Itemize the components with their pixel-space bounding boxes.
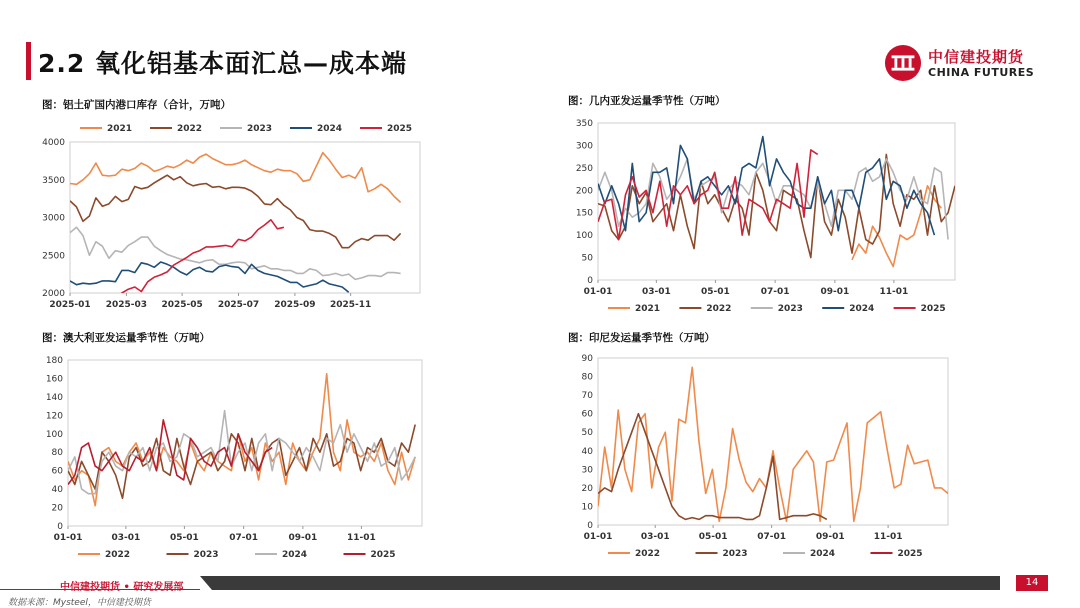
bauxite-legend-label-2023: 2023 (247, 124, 273, 134)
guinea-ytick-label: 150 (575, 208, 593, 219)
indonesia-ytick-label: 0 (587, 521, 593, 531)
australia-ytick-label: 100 (45, 429, 63, 440)
bauxite-xtick-label: 2025-11 (329, 300, 372, 310)
bauxite-xtick-label: 2025-01 (49, 300, 91, 310)
australia-legend-label-2023: 2023 (193, 550, 219, 560)
indonesia-legend-label-2023: 2023 (722, 549, 748, 559)
indonesia-ytick-label: 40 (581, 446, 593, 457)
australia-ytick-label: 140 (45, 392, 63, 403)
bauxite-xtick-label: 2025-05 (161, 300, 203, 310)
chart-title-bauxite: 图：铝土矿国内港口库存（合计，万吨） (42, 99, 231, 111)
indonesia-legend-label-2025: 2025 (897, 549, 923, 559)
chart-title-guinea: 图：几内亚发运量季节性（万吨） (568, 95, 726, 107)
guinea-ytick-label: 100 (575, 231, 593, 242)
australia-legend-label-2025: 2025 (370, 550, 396, 560)
guinea-legend-label-2022: 2022 (706, 304, 732, 314)
bauxite-xtick-label: 2025-03 (105, 300, 148, 310)
australia-xtick-label: 05-01 (170, 533, 199, 543)
chart-title-australia: 图：澳大利亚发运量季节性（万吨） (42, 332, 210, 344)
indonesia-ytick-label: 90 (581, 354, 593, 364)
indonesia-xtick-label: 01-01 (583, 532, 613, 542)
data-source: 数据来源：Mysteel，中信建投期货 (8, 598, 151, 608)
australia-ytick-label: 60 (51, 466, 63, 477)
australia-ytick-label: 40 (51, 485, 63, 496)
guinea-xtick-label: 11-01 (879, 287, 909, 297)
guinea-xtick-label: 03-01 (641, 287, 671, 297)
guinea-xtick-label: 05-01 (700, 287, 730, 297)
guinea-ytick-label: 50 (581, 253, 593, 264)
bauxite-xtick-label: 2025-09 (274, 300, 316, 310)
australia-ytick-label: 80 (51, 448, 63, 459)
bauxite-ytick-label: 3000 (42, 213, 65, 224)
guinea-legend-label-2024: 2024 (849, 304, 875, 314)
bauxite-legend-label-2024: 2024 (317, 124, 343, 134)
bauxite-xtick-label: 2025-07 (217, 300, 260, 310)
australia-legend-label-2024: 2024 (282, 550, 308, 560)
indonesia-ytick-label: 50 (581, 428, 593, 439)
australia-xtick-label: 09-01 (288, 533, 318, 543)
logo-text-en: CHINA FUTURES (928, 66, 1035, 79)
bauxite-legend-label-2022: 2022 (177, 124, 203, 134)
guinea-ytick-label: 350 (575, 119, 593, 129)
indonesia-xtick-label: 09-01 (815, 532, 845, 542)
indonesia-xtick-label: 11-01 (873, 532, 903, 542)
page-number: 14 (1016, 575, 1048, 591)
indonesia-series-2022 (598, 367, 962, 521)
indonesia-xtick-label: 03-01 (640, 532, 670, 542)
page-title: 2.2 氧化铝基本面汇总—成本端 (38, 49, 407, 78)
bauxite-ytick-label: 3500 (42, 175, 65, 186)
indonesia-series-2023 (598, 414, 827, 520)
chart-title-indonesia: 图：印尼发运量季节性（万吨） (568, 332, 715, 344)
australia-ytick-label: 120 (45, 411, 63, 422)
australia-ytick-label: 0 (57, 522, 63, 532)
indonesia-ytick-label: 20 (581, 483, 593, 494)
guinea-xtick-label: 09-01 (820, 287, 850, 297)
australia-xtick-label: 07-01 (229, 533, 259, 543)
footer-department: 中信建投期货 • 研究发展部 (60, 582, 184, 593)
bauxite-ytick-label: 2500 (42, 251, 65, 262)
logo-text-cn: 中信建投期货 (928, 48, 1025, 66)
guinea-ytick-label: 0 (587, 276, 593, 286)
guinea-legend-label-2023: 2023 (777, 304, 803, 314)
indonesia-ytick-label: 10 (581, 502, 593, 513)
indonesia-ytick-label: 80 (581, 372, 593, 383)
australia-ytick-label: 180 (45, 356, 63, 366)
bauxite-ytick-label: 4000 (42, 138, 65, 148)
australia-xtick-label: 01-01 (53, 533, 83, 543)
bauxite-legend-label-2021: 2021 (107, 124, 133, 134)
guinea-xtick-label: 01-01 (583, 287, 613, 297)
guinea-legend-label-2025: 2025 (920, 304, 946, 314)
guinea-xtick-label: 07-01 (760, 287, 790, 297)
indonesia-ytick-label: 30 (581, 465, 593, 476)
indonesia-legend-label-2022: 2022 (635, 549, 661, 559)
indonesia-ytick-label: 60 (581, 409, 593, 420)
guinea-ytick-label: 200 (575, 186, 593, 197)
australia-xtick-label: 03-01 (111, 533, 141, 543)
australia-legend-label-2022: 2022 (105, 550, 131, 560)
bauxite-ytick-label: 2000 (42, 289, 65, 299)
guinea-ytick-label: 250 (575, 163, 593, 174)
guinea-ytick-label: 300 (575, 141, 593, 152)
indonesia-ytick-label: 70 (581, 391, 593, 402)
indonesia-legend-label-2024: 2024 (810, 549, 836, 559)
indonesia-plot-frame (598, 358, 948, 525)
indonesia-xtick-label: 07-01 (757, 532, 787, 542)
indonesia-xtick-label: 05-01 (698, 532, 728, 542)
australia-ytick-label: 20 (51, 503, 63, 514)
guinea-legend-label-2021: 2021 (635, 304, 661, 314)
australia-xtick-label: 11-01 (347, 533, 376, 543)
australia-ytick-label: 160 (45, 374, 63, 385)
bauxite-legend-label-2025: 2025 (387, 124, 413, 134)
